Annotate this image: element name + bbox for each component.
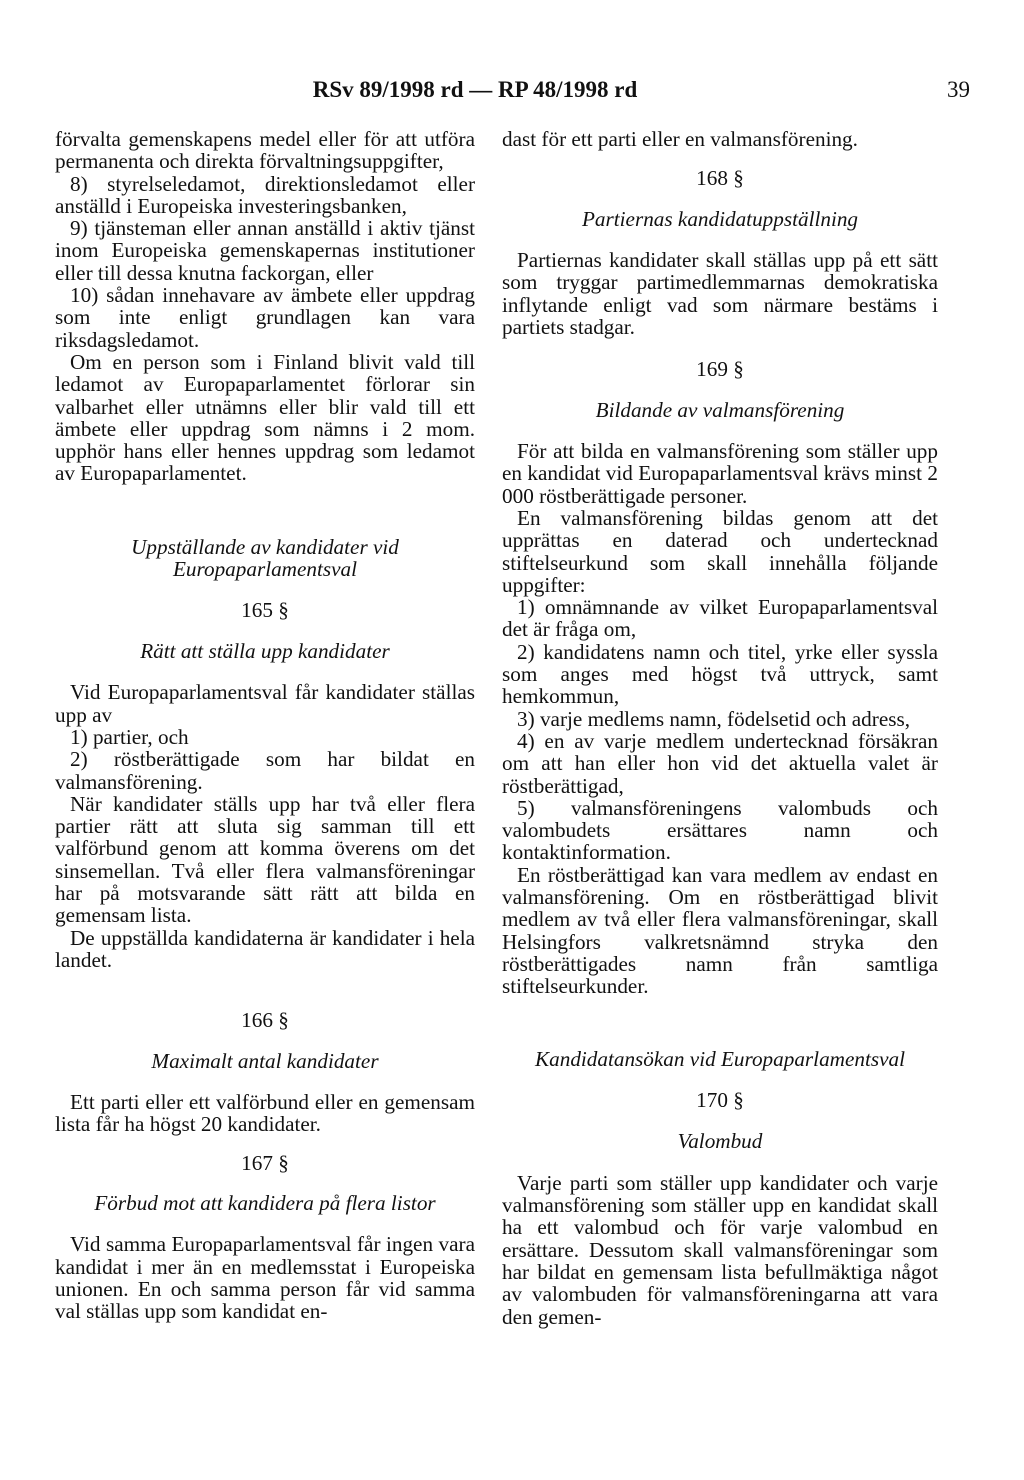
section-number: 166 §	[241, 1008, 289, 1033]
paragraph: Ett parti eller ett valförbund eller en gemensam lista får ha högst 20 kandidater.	[55, 1090, 475, 1137]
left-column	[55, 128, 475, 1323]
paragraph: En valmansförening bildas genom att det upprättas en daterad och undertecknad stiftelseurkund som skall innehålla följande uppgifter:	[502, 506, 938, 597]
list-item: 9) tjänsteman eller annan anställd i aktiv tjänst inom Europeiska gemenskapernas institutioner eller till dessa knutna fackorgan, eller	[55, 216, 475, 285]
paragraph: förvalta gemenskapens medel eller för att utföra permanenta och direkta förvaltningsuppgifter,	[55, 127, 475, 174]
paragraph: Vid samma Europaparlamentsval får ingen vara kandidat i mer än en medlemsstat i Europeiska unionen. En och samma person får vid samma val ställas upp som kandidat en-	[55, 1232, 475, 1324]
paragraph: Om en person som i Finland blivit vald till ledamot av Europaparlamentet förlorar sin valbarhet eller utnämns eller blir vald till ett ämbete eller uppdrag som nämns i 2 mom. upphör hans eller hennes uppdrag som ledamot av Europaparlamentet.	[55, 349, 475, 486]
chapter-heading: Kandidatansökan vid Europaparlamentsval	[535, 1046, 905, 1071]
list-item: 10) sådan innehavare av ämbete eller uppdrag som inte enligt grundlagen kan vara riksdagsledamot.	[55, 283, 475, 352]
section-number: 167 §	[241, 1150, 289, 1175]
paragraph: Vid Europaparlamentsval får kandidater ställas upp av	[55, 680, 475, 727]
running-header-title: RSv 89/1998 rd — RP 48/1998 rd	[312, 77, 638, 102]
section-title: Partiernas kandidatuppställning	[581, 206, 859, 231]
section-number: 168 §	[696, 166, 744, 191]
section-title: Maximalt antal kandidater	[151, 1048, 379, 1073]
section-number: 169 §	[696, 357, 744, 382]
list-item: 2) röstberättigade som har bildat en valmansförening.	[55, 747, 475, 794]
paragraph: För att bilda en valmansförening som ställer upp en kandidat vid Europaparlamentsval krävs minst 2 000 röstberättigade personer.	[502, 439, 938, 508]
list-item: 5) valmansföreningens valombuds och valombudets ersättares namn och kontaktinformation.	[502, 795, 938, 865]
paragraph: En röstberättigad kan vara medlem av endast en valmansförening. Om en röstberättigad blivit medlem av två eller flera valmansföreningar, skall Helsingfors valkretsnämnd stryka den röstberättigades namn från samtliga stiftelseurkunder.	[502, 862, 938, 999]
paragraph: När kandidater ställs upp har två eller flera partier rätt att sluta sig samman till ett valförbund genom att komma överens om det sinsemellan. Två eller flera valmansföreningar har på motsvarande sätt rätt att bilda en gemensam lista.	[55, 791, 475, 928]
section-title: Rätt att ställa upp kandidater	[140, 638, 390, 663]
paragraph: Partiernas kandidater skall ställas upp på ett sätt som tryggar partimedlemmarnas demokratiska inflytande enligt vad som närmare bestäms i partiets stadgar.	[502, 248, 938, 339]
chapter-heading: Uppställande av kandidater vid Europaparlamentsval	[131, 534, 399, 582]
section-number: 170 §	[696, 1087, 744, 1112]
paragraph: dast för ett parti eller en valmansförening.	[502, 127, 858, 151]
page-number: 39	[947, 77, 970, 102]
paragraph: De uppställda kandidaterna är kandidater i hela landet.	[55, 925, 475, 972]
section-title: Bildande av valmansförening	[595, 397, 845, 422]
section-title: Valombud	[677, 1129, 763, 1154]
section-number: 165 §	[241, 597, 289, 622]
paragraph: Varje parti som ställer upp kandidater och varje valmansförening som ställer upp en kandidat skall ha ett valombud och för varje valombud en ersättare. Dessutom skall valmansföreningar som har bildat en gemensam lista befullmäktiga något av valombuden för valmansföreningarna att vara den gemen-	[502, 1170, 938, 1329]
list-item: 1) omnämnande av vilket Europaparlamentsval det är fråga om,	[502, 595, 938, 642]
page-header	[0, 76, 1024, 104]
section-title: Förbud mot att kandidera på flera listor	[94, 1191, 436, 1216]
list-item: 1) partier, och	[70, 724, 189, 749]
list-item: 8) styrelseledamot, direktionsledamot eller anställd i Europeiska investeringsbanken,	[55, 171, 475, 218]
list-item: 4) en av varje medlem undertecknad försäkran om att han eller hon vid det aktuella valet är röstberättigad,	[502, 728, 938, 798]
list-item: 2) kandidatens namn och titel, yrke eller syssla som anges med högst två uttryck, samt hemkommun,	[502, 639, 938, 709]
right-column	[502, 128, 938, 1328]
list-item: 3) varje medlems namn, födelsetid och adress,	[517, 706, 911, 731]
